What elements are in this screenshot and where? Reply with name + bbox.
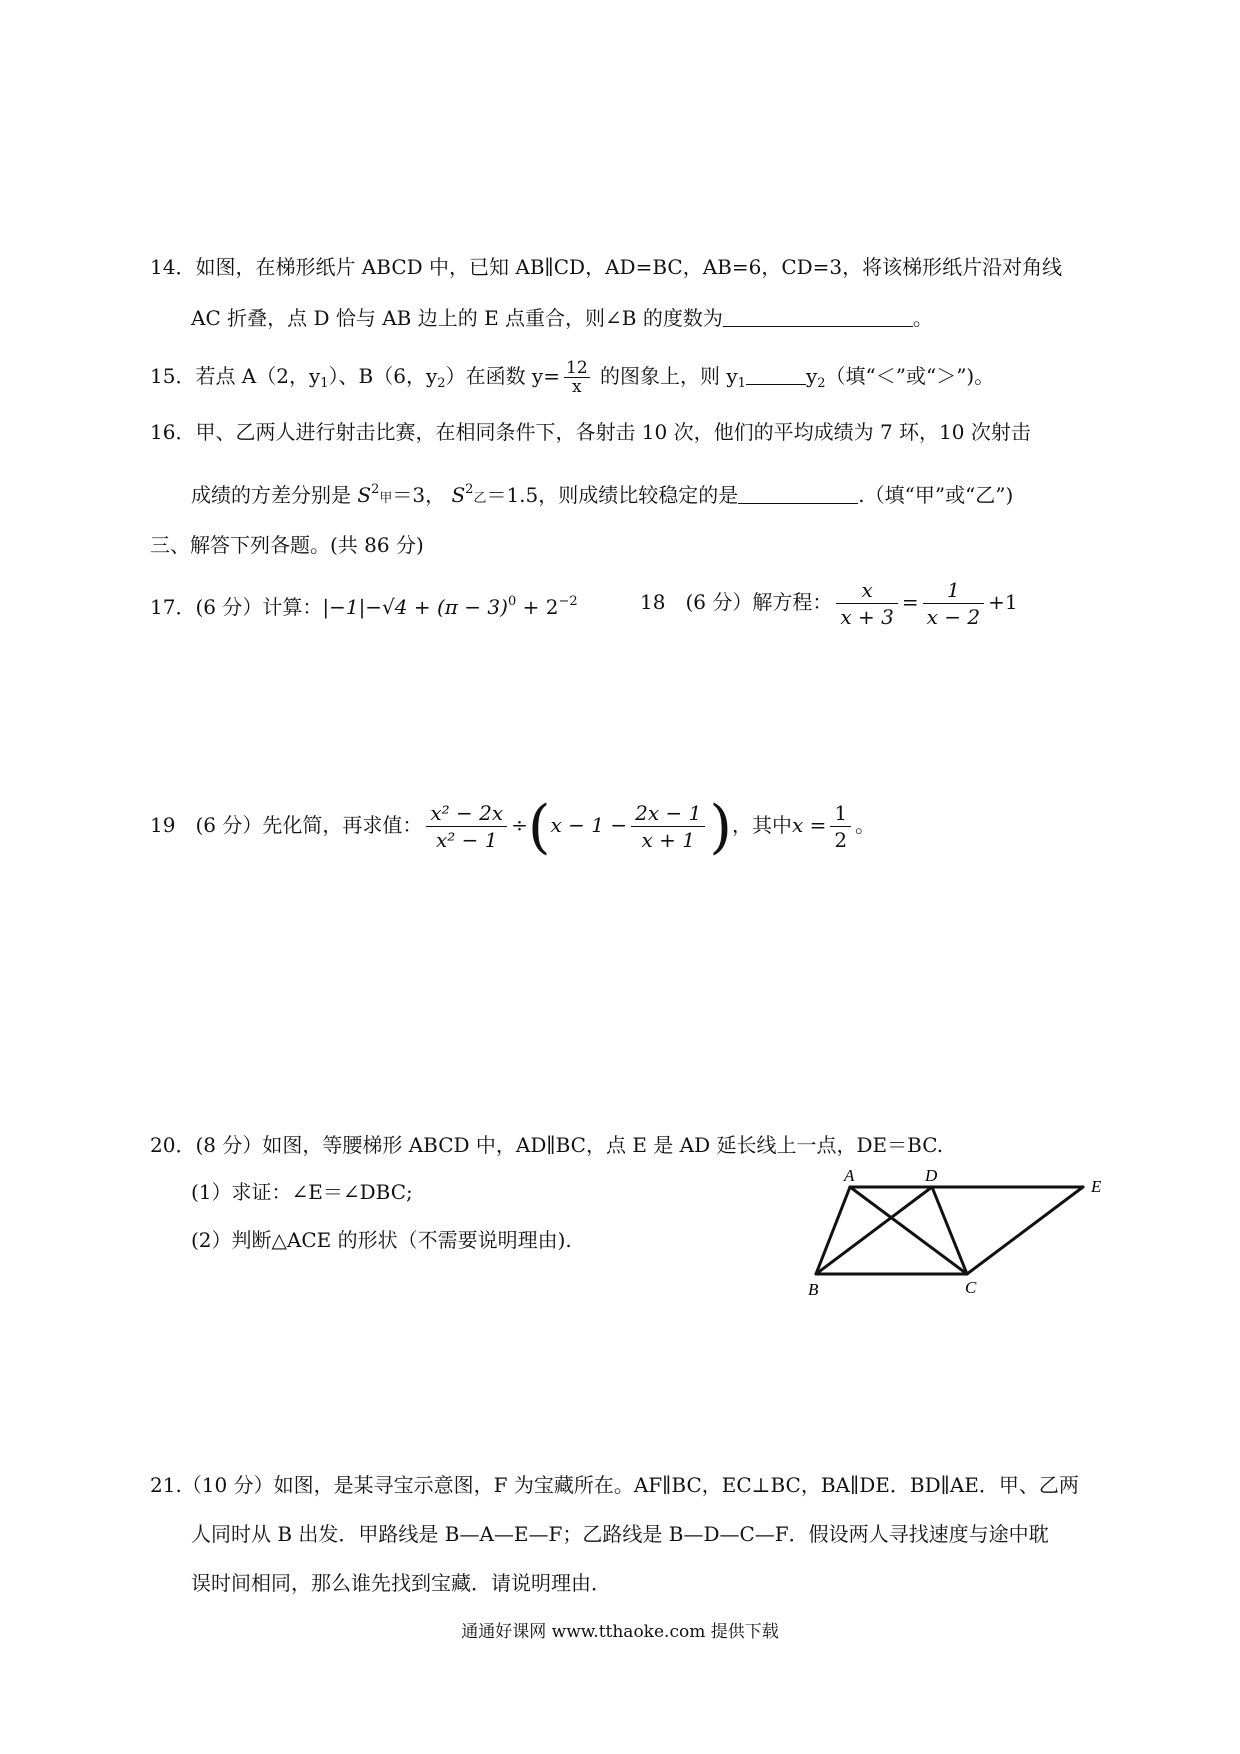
q16-sup-yi: 2 (465, 482, 474, 497)
q18-line (640, 570, 1018, 634)
q15-text-f: （填“＜”或“＞”)。 (825, 364, 995, 388)
q19-right-paren: ) (709, 792, 732, 861)
q16-s-jia: S (357, 483, 372, 507)
q19-f2-den: x + 1 (641, 828, 695, 852)
q19-fraction-1 (426, 800, 507, 853)
q18-f2-num: 1 (923, 577, 984, 604)
q19-x-equals: x = (791, 813, 827, 837)
q17-expr-b: + 2 (516, 595, 559, 619)
q20-part2: (2）判断△ACE 的形状（不需要说明理由). (191, 1228, 572, 1252)
q16-s-yi: S (451, 483, 466, 507)
trapezoid-lines (816, 1187, 1083, 1274)
q21-line1: 21.（10 分）如图，是某寻宝示意图，F 为宝藏所在。AF∥BC，EC⊥BC，BA∥DE．BD∥AE．甲、乙两 (150, 1473, 1079, 1497)
q15-answer-blank[interactable] (746, 366, 806, 385)
q16-number: 16． (150, 420, 196, 444)
q15-sub3: 1 (737, 376, 746, 391)
q20-part1: (1）求证：∠E＝∠DBC; (191, 1180, 413, 1204)
q17-line (150, 590, 578, 619)
q15-sub4: 2 (817, 376, 826, 391)
q19-where: ，其中 (731, 813, 792, 837)
label-C: C (965, 1278, 977, 1297)
q16-sub-jia: 甲 (379, 491, 393, 506)
q20-figure (800, 1165, 1130, 1300)
q21-line3: 误时间相同，那么谁先找到宝藏．请说明理由． (191, 1571, 611, 1595)
q15-sub2: 2 (437, 376, 446, 391)
q17-exp0: 0 (507, 594, 517, 609)
q14-number: 14． (150, 255, 196, 279)
q14-end: 。 (912, 306, 933, 330)
q17-expr-a: |−1|−√4 + (π − 3) (322, 595, 508, 619)
q18-f1-den: x + 3 (840, 605, 894, 629)
q15-text-d: 的图象上，则 y (600, 364, 738, 388)
q19-end: 。 (855, 813, 876, 837)
q15-text-a: 若点 A（2，y (195, 364, 321, 388)
q19-fraction-2 (631, 800, 705, 853)
q16-sup-jia: 2 (371, 482, 380, 497)
q16-text-a: 成绩的方差分别是 (191, 483, 351, 507)
q18-tail: +1 (988, 590, 1018, 614)
line-CE (967, 1187, 1083, 1274)
q18-label: 18 (6 分）解方程： (640, 590, 833, 614)
q16-end: .（填“甲”或“乙”) (858, 483, 1014, 507)
q17-label: 17．(6 分）计算： (150, 595, 323, 619)
q21-line2: 人同时从 B 出发．甲路线是 B—A—E—F；乙路线是 B—D—C—F．假设两人寻找速度与途中耽 (191, 1522, 1049, 1546)
q18-fraction-1 (836, 577, 897, 630)
q19-fraction-3 (830, 800, 851, 853)
q19-line (150, 790, 875, 860)
q19-label: 19 (6 分）先化简，再求值： (150, 813, 423, 837)
q20-heading: 20．(8 分）如图，等腰梯形 ABCD 中，AD∥BC，点 E 是 AD 延长线上一点，DE＝BC. (150, 1133, 944, 1157)
q14-line1 (150, 255, 1062, 279)
q16-val-jia: ＝3， (392, 483, 446, 507)
label-A: A (844, 1166, 855, 1185)
q18-f1-num: x (836, 577, 897, 604)
label-E: E (1091, 1177, 1102, 1196)
label-B: B (808, 1280, 819, 1299)
q15-sub1: 1 (320, 376, 329, 391)
q16-line2 (191, 478, 1013, 511)
q15-text-e: y (805, 364, 818, 388)
page-footer: 通通好课网 www.tthaoke.com 提供下载 (461, 1622, 779, 1642)
q14-line2 (191, 306, 933, 330)
q15-number: 15． (150, 364, 196, 388)
q19-divide: ÷ (511, 813, 528, 837)
q19-f3-num: 1 (830, 800, 851, 827)
q16-text-line1: 甲、乙两人进行射击比赛，在相同条件下，各射击 10 次，他们的平均成绩为 7 环，10 次射击 (195, 420, 1031, 444)
q16-val-yi: ＝1.5，则成绩比较稳定的是 (486, 483, 739, 507)
q19-f2-num: 2x − 1 (631, 800, 705, 827)
q18-f2-den: x − 2 (926, 605, 981, 629)
q15-fraction (564, 359, 590, 396)
q16-answer-blank[interactable] (738, 485, 858, 504)
q14-text-line1: 如图，在梯形纸片 ABCD 中，已知 AB∥CD，AD=BC，AB=6，CD=3，将该梯形纸片沿对角线 (195, 255, 1063, 279)
label-D: D (925, 1166, 938, 1185)
q19-f1-num: x² − 2x (426, 800, 507, 827)
q15-text-c: ）在函数 y= (445, 364, 560, 388)
q19-f3-den: 2 (834, 828, 848, 852)
q15-line (150, 356, 994, 404)
q18-equals: = (901, 590, 919, 614)
q16-sub-yi: 乙 (473, 491, 487, 506)
q18-fraction-2 (923, 577, 984, 630)
q15-frac-num: 12 (566, 358, 588, 378)
q19-left-paren: ( (527, 792, 551, 861)
q19-mid: x − 1 − (550, 813, 628, 837)
q15-text-b: ）、B（6，y (328, 364, 438, 388)
section3-heading: 三、解答下列各题。(共 86 分) (150, 533, 424, 557)
q16-line1 (150, 420, 1031, 444)
q14-answer-blank[interactable] (723, 308, 913, 327)
q14-text-line2: AC 折叠，点 D 恰与 AB 边上的 E 点重合，则∠B 的度数为 (191, 306, 723, 330)
q15-frac-den: x (572, 377, 582, 397)
q17-exp-m2: −2 (558, 594, 578, 609)
q19-f1-den: x² − 1 (435, 828, 498, 852)
